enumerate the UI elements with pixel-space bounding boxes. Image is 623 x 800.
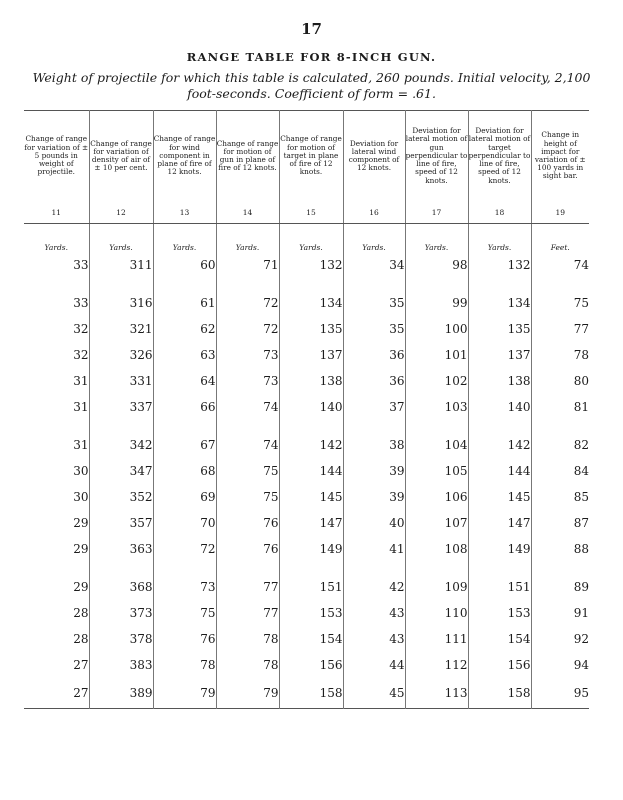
table-cell: 134 <box>279 278 343 316</box>
table-cell: 73 <box>153 562 216 600</box>
table-cell: 31 <box>73 374 89 388</box>
table-cell: 43 <box>343 600 405 626</box>
table-cell: 156 <box>468 652 531 678</box>
table-cell: 112 <box>405 652 468 678</box>
unit-label: Yards. <box>89 224 153 253</box>
table-cell: 38 <box>343 420 405 458</box>
table-cell: 135 <box>279 316 343 342</box>
table-cell: 147 <box>468 510 531 536</box>
table-cell: 142 <box>279 420 343 458</box>
table-subtitle: Weight of projectile for which this table is calculated, 260 pounds. Initial velocity, 2,100 foot-seconds. Coefficient of form = .61. <box>32 70 591 101</box>
column-header: Deviation for lateral wind component of 12 knots. <box>343 111 405 202</box>
table-cell: 158 <box>468 678 531 709</box>
table-cell: 29 <box>73 580 89 594</box>
table-cell: 138 <box>468 368 531 394</box>
table-cell: 153 <box>279 600 343 626</box>
column-header: Change of range for motion of target in plane of fire of 12 knots. <box>279 111 343 202</box>
table-cell: 78 <box>531 342 589 368</box>
table-cell: 73 <box>216 368 279 394</box>
table-cell: 35 <box>343 278 405 316</box>
table-row <box>24 562 589 600</box>
table-cell: 368 <box>89 562 153 600</box>
table-cell: 158 <box>279 678 343 709</box>
table-cell: 30 <box>73 490 89 504</box>
table-cell: 331 <box>89 368 153 394</box>
table-cell: 28 <box>73 632 89 646</box>
unit-label: Yards. <box>405 224 468 253</box>
table-cell: 76 <box>216 536 279 562</box>
table-cell: 36 <box>343 342 405 368</box>
table-cell: 72 <box>153 536 216 562</box>
table-cell: 79 <box>153 678 216 709</box>
table-cell: 42 <box>343 562 405 600</box>
column-number: 16 <box>343 201 405 224</box>
table-cell: 326 <box>89 342 153 368</box>
table-cell: 78 <box>153 652 216 678</box>
table-cell: 73 <box>216 342 279 368</box>
table-cell: 311 <box>89 252 153 278</box>
table-cell: 67 <box>153 420 216 458</box>
column-number: 11 <box>24 201 89 224</box>
column-number: 12 <box>89 201 153 224</box>
table-cell: 363 <box>89 536 153 562</box>
table-cell: 27 <box>73 658 89 672</box>
table-cell: 101 <box>405 342 468 368</box>
table-cell: 29 <box>73 542 89 556</box>
table-cell: 61 <box>153 278 216 316</box>
table-row <box>24 600 589 626</box>
table-cell: 37 <box>343 394 405 420</box>
table-cell: 77 <box>531 316 589 342</box>
table-cell: 347 <box>89 458 153 484</box>
table-cell: 113 <box>405 678 468 709</box>
table-cell: 89 <box>531 562 589 600</box>
table-row <box>24 342 589 368</box>
table-cell: 70 <box>153 510 216 536</box>
table-cell: 153 <box>468 600 531 626</box>
table-cell: 36 <box>343 368 405 394</box>
table-cell: 82 <box>531 420 589 458</box>
table-cell: 29 <box>73 516 89 530</box>
table-cell: 28 <box>73 606 89 620</box>
column-number: 13 <box>153 201 216 224</box>
table-cell: 134 <box>468 278 531 316</box>
table-cell: 77 <box>216 562 279 600</box>
table-cell: 98 <box>405 252 468 278</box>
table-cell: 75 <box>216 484 279 510</box>
table-cell: 107 <box>405 510 468 536</box>
table-cell: 75 <box>153 600 216 626</box>
table-cell: 85 <box>531 484 589 510</box>
table-cell: 33 <box>73 258 89 272</box>
table-row <box>24 420 589 458</box>
table-cell: 39 <box>343 484 405 510</box>
table-cell: 100 <box>405 316 468 342</box>
column-number: 15 <box>279 201 343 224</box>
table-cell: 383 <box>89 652 153 678</box>
unit-label: Yards. <box>153 224 216 253</box>
page-title: RANGE TABLE FOR 8-INCH GUN. <box>186 50 437 64</box>
table-cell: 132 <box>279 252 343 278</box>
table-cell: 149 <box>279 536 343 562</box>
column-number: 14 <box>216 201 279 224</box>
column-number: 19 <box>531 201 589 224</box>
table-row <box>24 678 589 709</box>
table-row <box>24 458 589 484</box>
column-header: Change of range for wind component in plane of fire of 12 knots. <box>153 111 216 202</box>
table-cell: 75 <box>531 278 589 316</box>
table-cell: 76 <box>153 626 216 652</box>
table-cell: 316 <box>89 278 153 316</box>
table-cell: 71 <box>216 252 279 278</box>
table-cell: 74 <box>216 394 279 420</box>
table-cell: 151 <box>468 562 531 600</box>
column-header: Change of range for variation of ± 5 pounds in weight of projectile. <box>24 134 89 177</box>
table-cell: 337 <box>89 394 153 420</box>
table-cell: 137 <box>279 342 343 368</box>
table-cell: 145 <box>468 484 531 510</box>
table-cell: 72 <box>216 278 279 316</box>
table-cell: 99 <box>405 278 468 316</box>
table-cell: 32 <box>73 322 89 336</box>
table-row <box>24 278 589 316</box>
header-row <box>24 111 589 202</box>
table-cell: 75 <box>216 458 279 484</box>
table-cell: 105 <box>405 458 468 484</box>
table-cell: 76 <box>216 510 279 536</box>
table-cell: 104 <box>405 420 468 458</box>
table-cell: 68 <box>153 458 216 484</box>
table-cell: 41 <box>343 536 405 562</box>
table-cell: 142 <box>468 420 531 458</box>
table-cell: 87 <box>531 510 589 536</box>
table-cell: 373 <box>89 600 153 626</box>
table-cell: 79 <box>216 678 279 709</box>
table-cell: 144 <box>468 458 531 484</box>
table-cell: 149 <box>468 536 531 562</box>
table-cell: 33 <box>73 296 89 310</box>
table-cell: 30 <box>73 464 89 478</box>
table-cell: 78 <box>216 626 279 652</box>
units-row <box>24 224 589 253</box>
table-cell: 81 <box>531 394 589 420</box>
table-row <box>24 510 589 536</box>
table-cell: 60 <box>153 252 216 278</box>
column-number-row <box>24 201 589 224</box>
table-cell: 95 <box>531 678 589 709</box>
table-cell: 137 <box>468 342 531 368</box>
table-cell: 147 <box>279 510 343 536</box>
table-cell: 88 <box>531 536 589 562</box>
table-cell: 140 <box>468 394 531 420</box>
table-cell: 92 <box>531 626 589 652</box>
table-row <box>24 484 589 510</box>
table-cell: 74 <box>531 252 589 278</box>
table-cell: 31 <box>73 400 89 414</box>
table-cell: 151 <box>279 562 343 600</box>
table-row <box>24 536 589 562</box>
table-cell: 378 <box>89 626 153 652</box>
table-cell: 64 <box>153 368 216 394</box>
table-cell: 45 <box>343 678 405 709</box>
table-row <box>24 368 589 394</box>
table-cell: 34 <box>343 252 405 278</box>
table-cell: 39 <box>343 458 405 484</box>
table-cell: 74 <box>216 420 279 458</box>
table-cell: 78 <box>216 652 279 678</box>
table-cell: 109 <box>405 562 468 600</box>
table-cell: 44 <box>343 652 405 678</box>
table-cell: 91 <box>531 600 589 626</box>
unit-label: Yards. <box>216 224 279 253</box>
table-cell: 32 <box>73 348 89 362</box>
table-cell: 154 <box>468 626 531 652</box>
table-cell: 40 <box>343 510 405 536</box>
column-number: 17 <box>405 201 468 224</box>
page-number: 17 <box>301 20 322 38</box>
unit-label: Yards. <box>343 224 405 253</box>
column-header: Change of range for variation of density of air of ± 10 per cent. <box>89 111 153 202</box>
table-cell: 84 <box>531 458 589 484</box>
column-header: Change of range for motion of gun in plane of fire of 12 knots. <box>216 111 279 202</box>
table-cell: 94 <box>531 652 589 678</box>
table-cell: 110 <box>405 600 468 626</box>
unit-label: Yards. <box>44 243 68 252</box>
table-cell: 35 <box>343 316 405 342</box>
table-cell: 389 <box>89 678 153 709</box>
table-cell: 31 <box>73 438 89 452</box>
column-header: Deviation for lateral motion of target perpendicular to line of fire, speed of 12 knots. <box>468 111 531 202</box>
table-row <box>24 316 589 342</box>
table-cell: 102 <box>405 368 468 394</box>
table-cell: 72 <box>216 316 279 342</box>
table-row <box>24 252 589 278</box>
table-cell: 140 <box>279 394 343 420</box>
table-cell: 103 <box>405 394 468 420</box>
table-cell: 357 <box>89 510 153 536</box>
table-cell: 77 <box>216 600 279 626</box>
unit-label: Feet. <box>531 224 589 253</box>
table-cell: 63 <box>153 342 216 368</box>
table-cell: 144 <box>279 458 343 484</box>
table-cell: 27 <box>73 686 89 700</box>
table-cell: 108 <box>405 536 468 562</box>
table-cell: 43 <box>343 626 405 652</box>
table-cell: 156 <box>279 652 343 678</box>
table-cell: 138 <box>279 368 343 394</box>
column-header: Change in height of impact for variation of ± 100 yards in sight bar. <box>531 111 589 202</box>
unit-label: Yards. <box>279 224 343 253</box>
table-row <box>24 652 589 678</box>
table-cell: 80 <box>531 368 589 394</box>
table-cell: 132 <box>468 252 531 278</box>
table-cell: 145 <box>279 484 343 510</box>
unit-label: Yards. <box>468 224 531 253</box>
table-cell: 66 <box>153 394 216 420</box>
table-row <box>24 394 589 420</box>
column-header: Deviation for lateral motion of gun perpendicular to line of fire, speed of 12 knots. <box>405 111 468 202</box>
range-table <box>24 110 589 709</box>
table-cell: 352 <box>89 484 153 510</box>
table-cell: 135 <box>468 316 531 342</box>
table-cell: 69 <box>153 484 216 510</box>
table-cell: 62 <box>153 316 216 342</box>
table-cell: 321 <box>89 316 153 342</box>
table-cell: 111 <box>405 626 468 652</box>
table-row <box>24 626 589 652</box>
table-cell: 342 <box>89 420 153 458</box>
column-number: 18 <box>468 201 531 224</box>
table-cell: 106 <box>405 484 468 510</box>
table-cell: 154 <box>279 626 343 652</box>
